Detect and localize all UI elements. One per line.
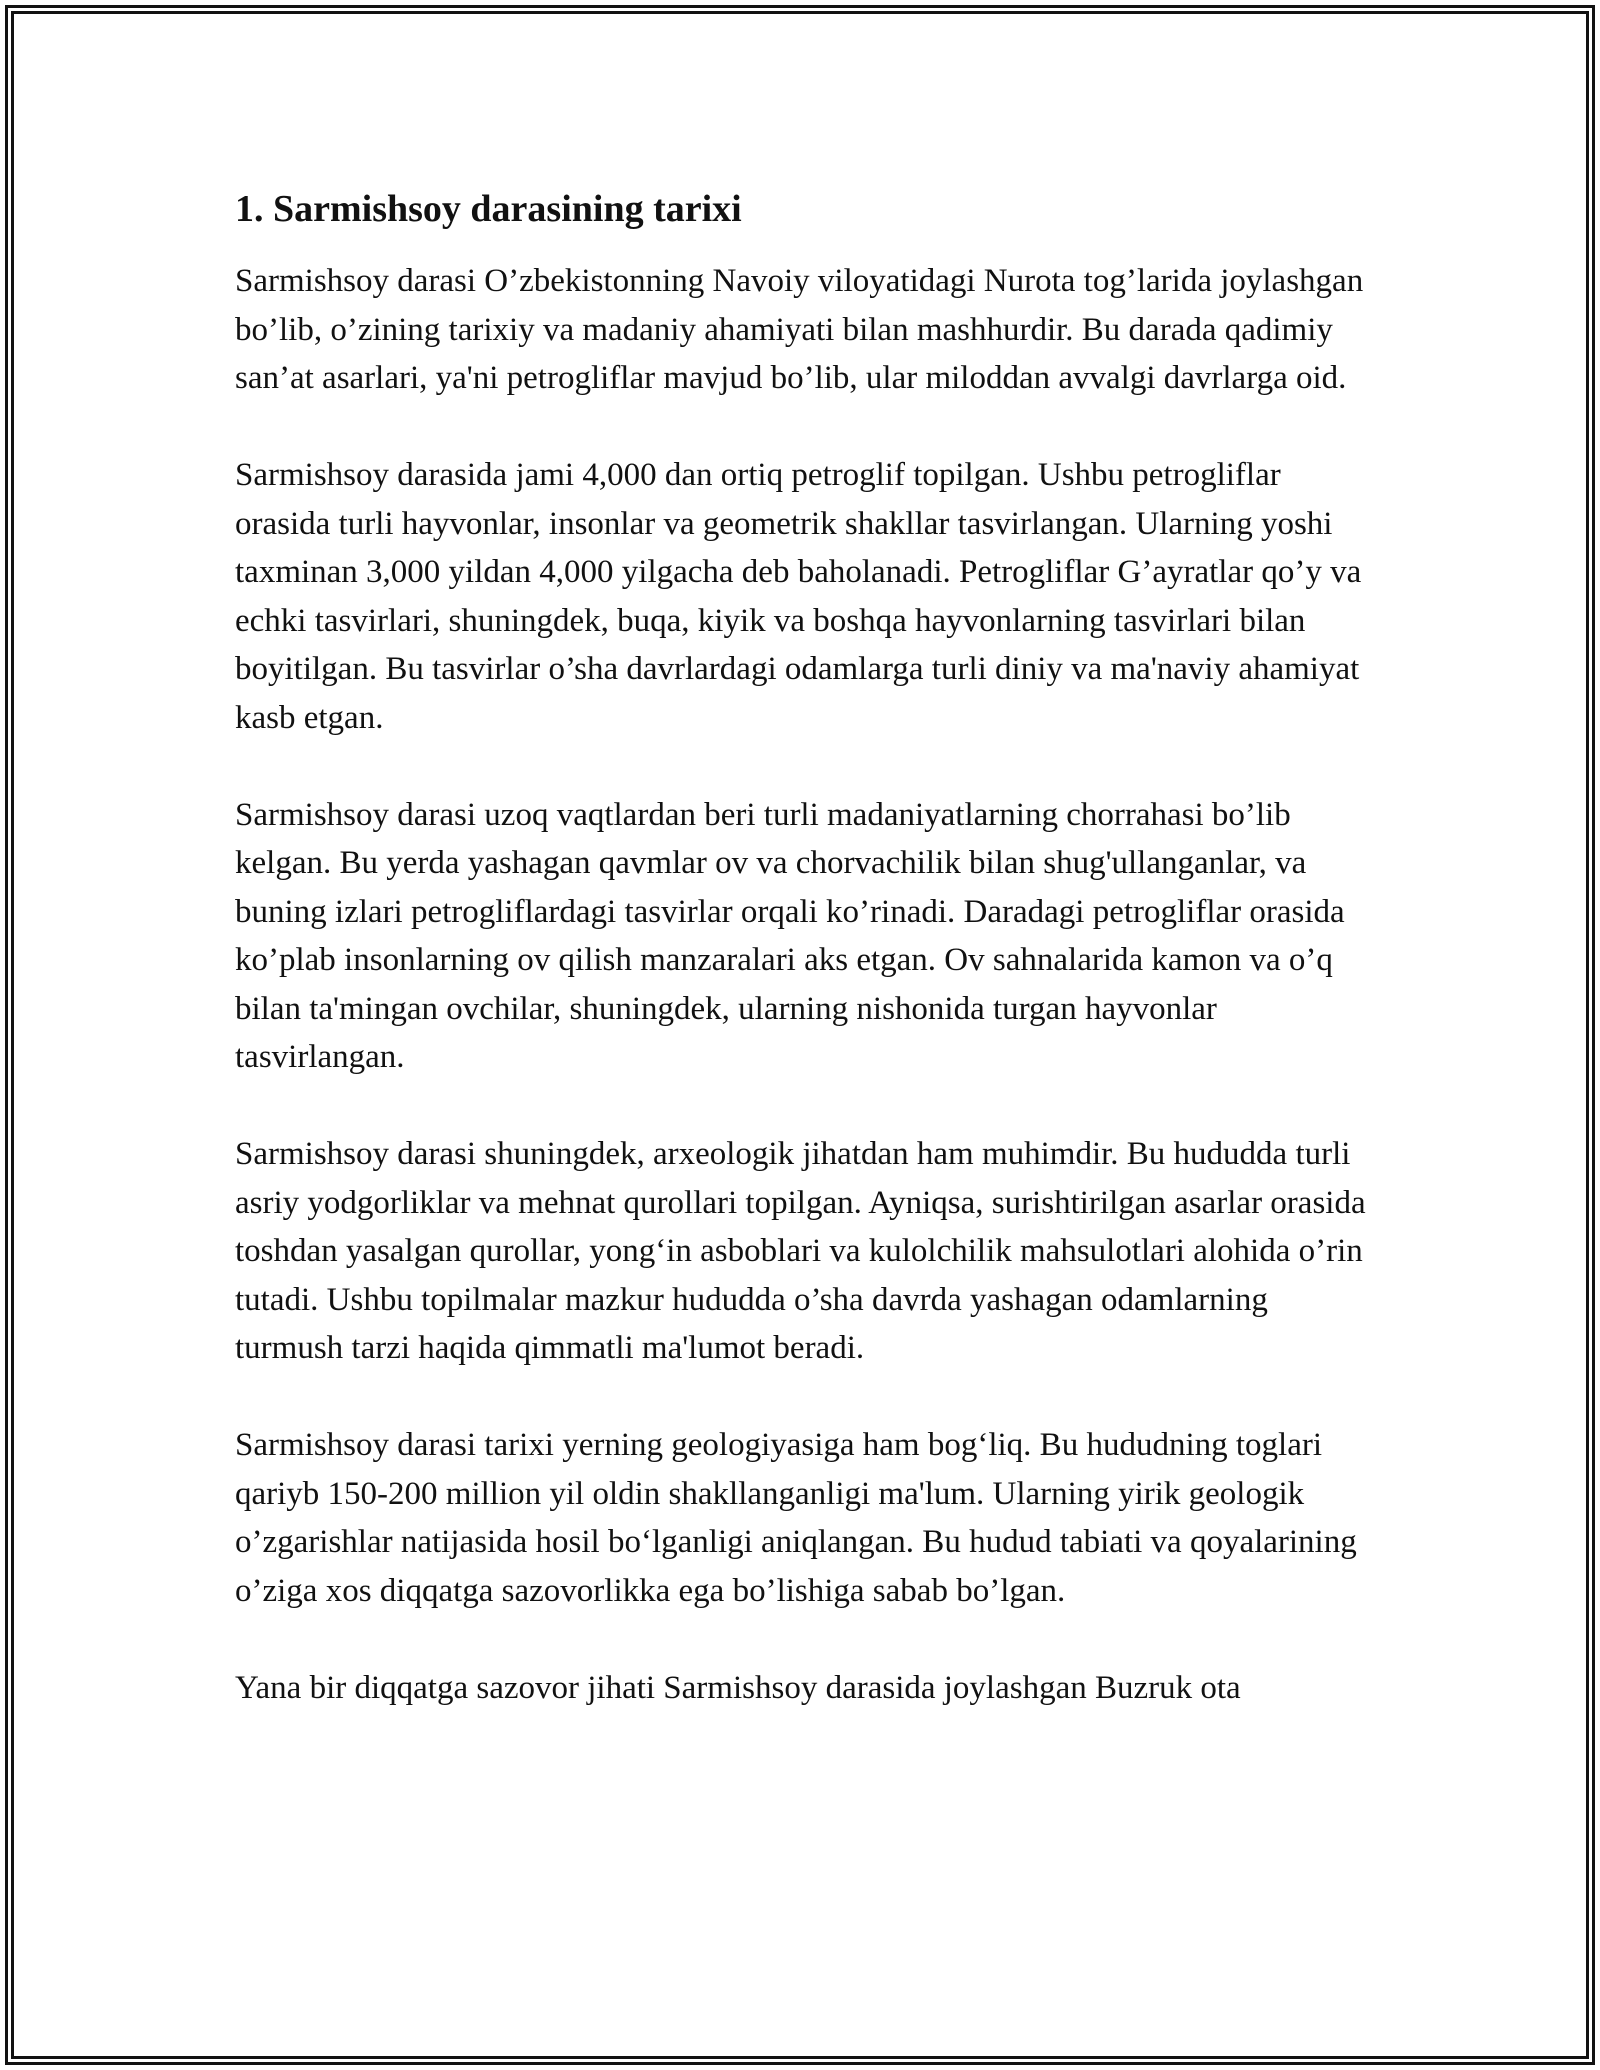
paragraph-buzruk-ota: Yana bir diqqatga sazovor jihati Sarmishsoy darasida joylashgan Buzruk ota bbox=[235, 1669, 1241, 1706]
paragraph-location: Sarmishsoy darasi O’zbekistonning Navoiy viloyatidagi Nurota tog’larida joylashgan bo’lib, o’zining tarixiy va madaniy ahamiyati bilan mashhurdir. Bu darada qadimiy san’at asarlari, ya'ni petrogliflar mavjud bo’lib, ular miloddan avvalgi davrlarga oid. bbox=[235, 263, 1364, 396]
paragraph-petroglyphs: Sarmishsoy darasida jami 4,000 dan ortiq petroglif topilgan. Ushbu petrogliflar orasida turli hayvonlar, insonlar va geometrik shakllar tasvirlangan. Ularning yoshi taxminan 3,000 yildan 4,000 yilgacha deb baholanadi. Petrogliflar G’ayratlar qo’y va echki tasvirlari, shuningdek, buqa, kiyik va boshqa hayvonlarning tasvirlari bilan boyitilgan. Bu tasvirlar o’sha davrlardagi odamlarga turli diniy va ma'naviy ahamiyat kasb etgan. bbox=[235, 457, 1362, 736]
paragraph-cultures: Sarmishsoy darasi uzoq vaqtlardan beri turli madaniyatlarning chorrahasi bo’lib kelgan. Bu yerda yashagan qavmlar ov va chorvachilik bilan shug'ullanganlar, va buning izlari petrogliflardagi tasvirlar orqali ko’rinadi. Daradagi petrogliflar orasida ko’plab insonlarning ov qilish manzaralari aks etgan. Ov sahnalarida kamon va o’q bilan ta'mingan ovchilar, shuningdek, ularning nishonida turgan hayvonlar tasvirlangan. bbox=[235, 796, 1345, 1075]
paragraph-archaeology: Sarmishsoy darasi shuningdek, arxeologik jihatdan ham muhimdir. Bu hududda turli asriy yodgorliklar va mehnat qurollari topilgan. Ayniqsa, surishtirilgan asarlar orasida toshdan yasalgan qurollar, yong‘in asboblari va kulolchilik mahsulotlari alohida o’rin tutadi. Ushbu topilmalar mazkur hududda o’sha davrda yashagan odamlarning turmush tarzi haqida qimmatli ma'lumot beradi. bbox=[235, 1136, 1366, 1366]
paragraph-geology: Sarmishsoy darasi tarixi yerning geologiyasiga ham bog‘liq. Bu hududning toglari qariyb 150-200 million yil oldin shakllanganligi ma'lum. Ularning yirik geologik o’zgarishlar natijasida hosil bo‘lganligi aniqlangan. Bu hudud tabiati va qoyalarining o’ziga xos diqqatga sazovorlikka ega bo’lishiga sabab bo’lgan. bbox=[235, 1427, 1357, 1609]
section-heading: 1. Sarmishsoy darasining tarixi bbox=[235, 188, 742, 230]
document-body bbox=[235, 185, 1370, 1761]
